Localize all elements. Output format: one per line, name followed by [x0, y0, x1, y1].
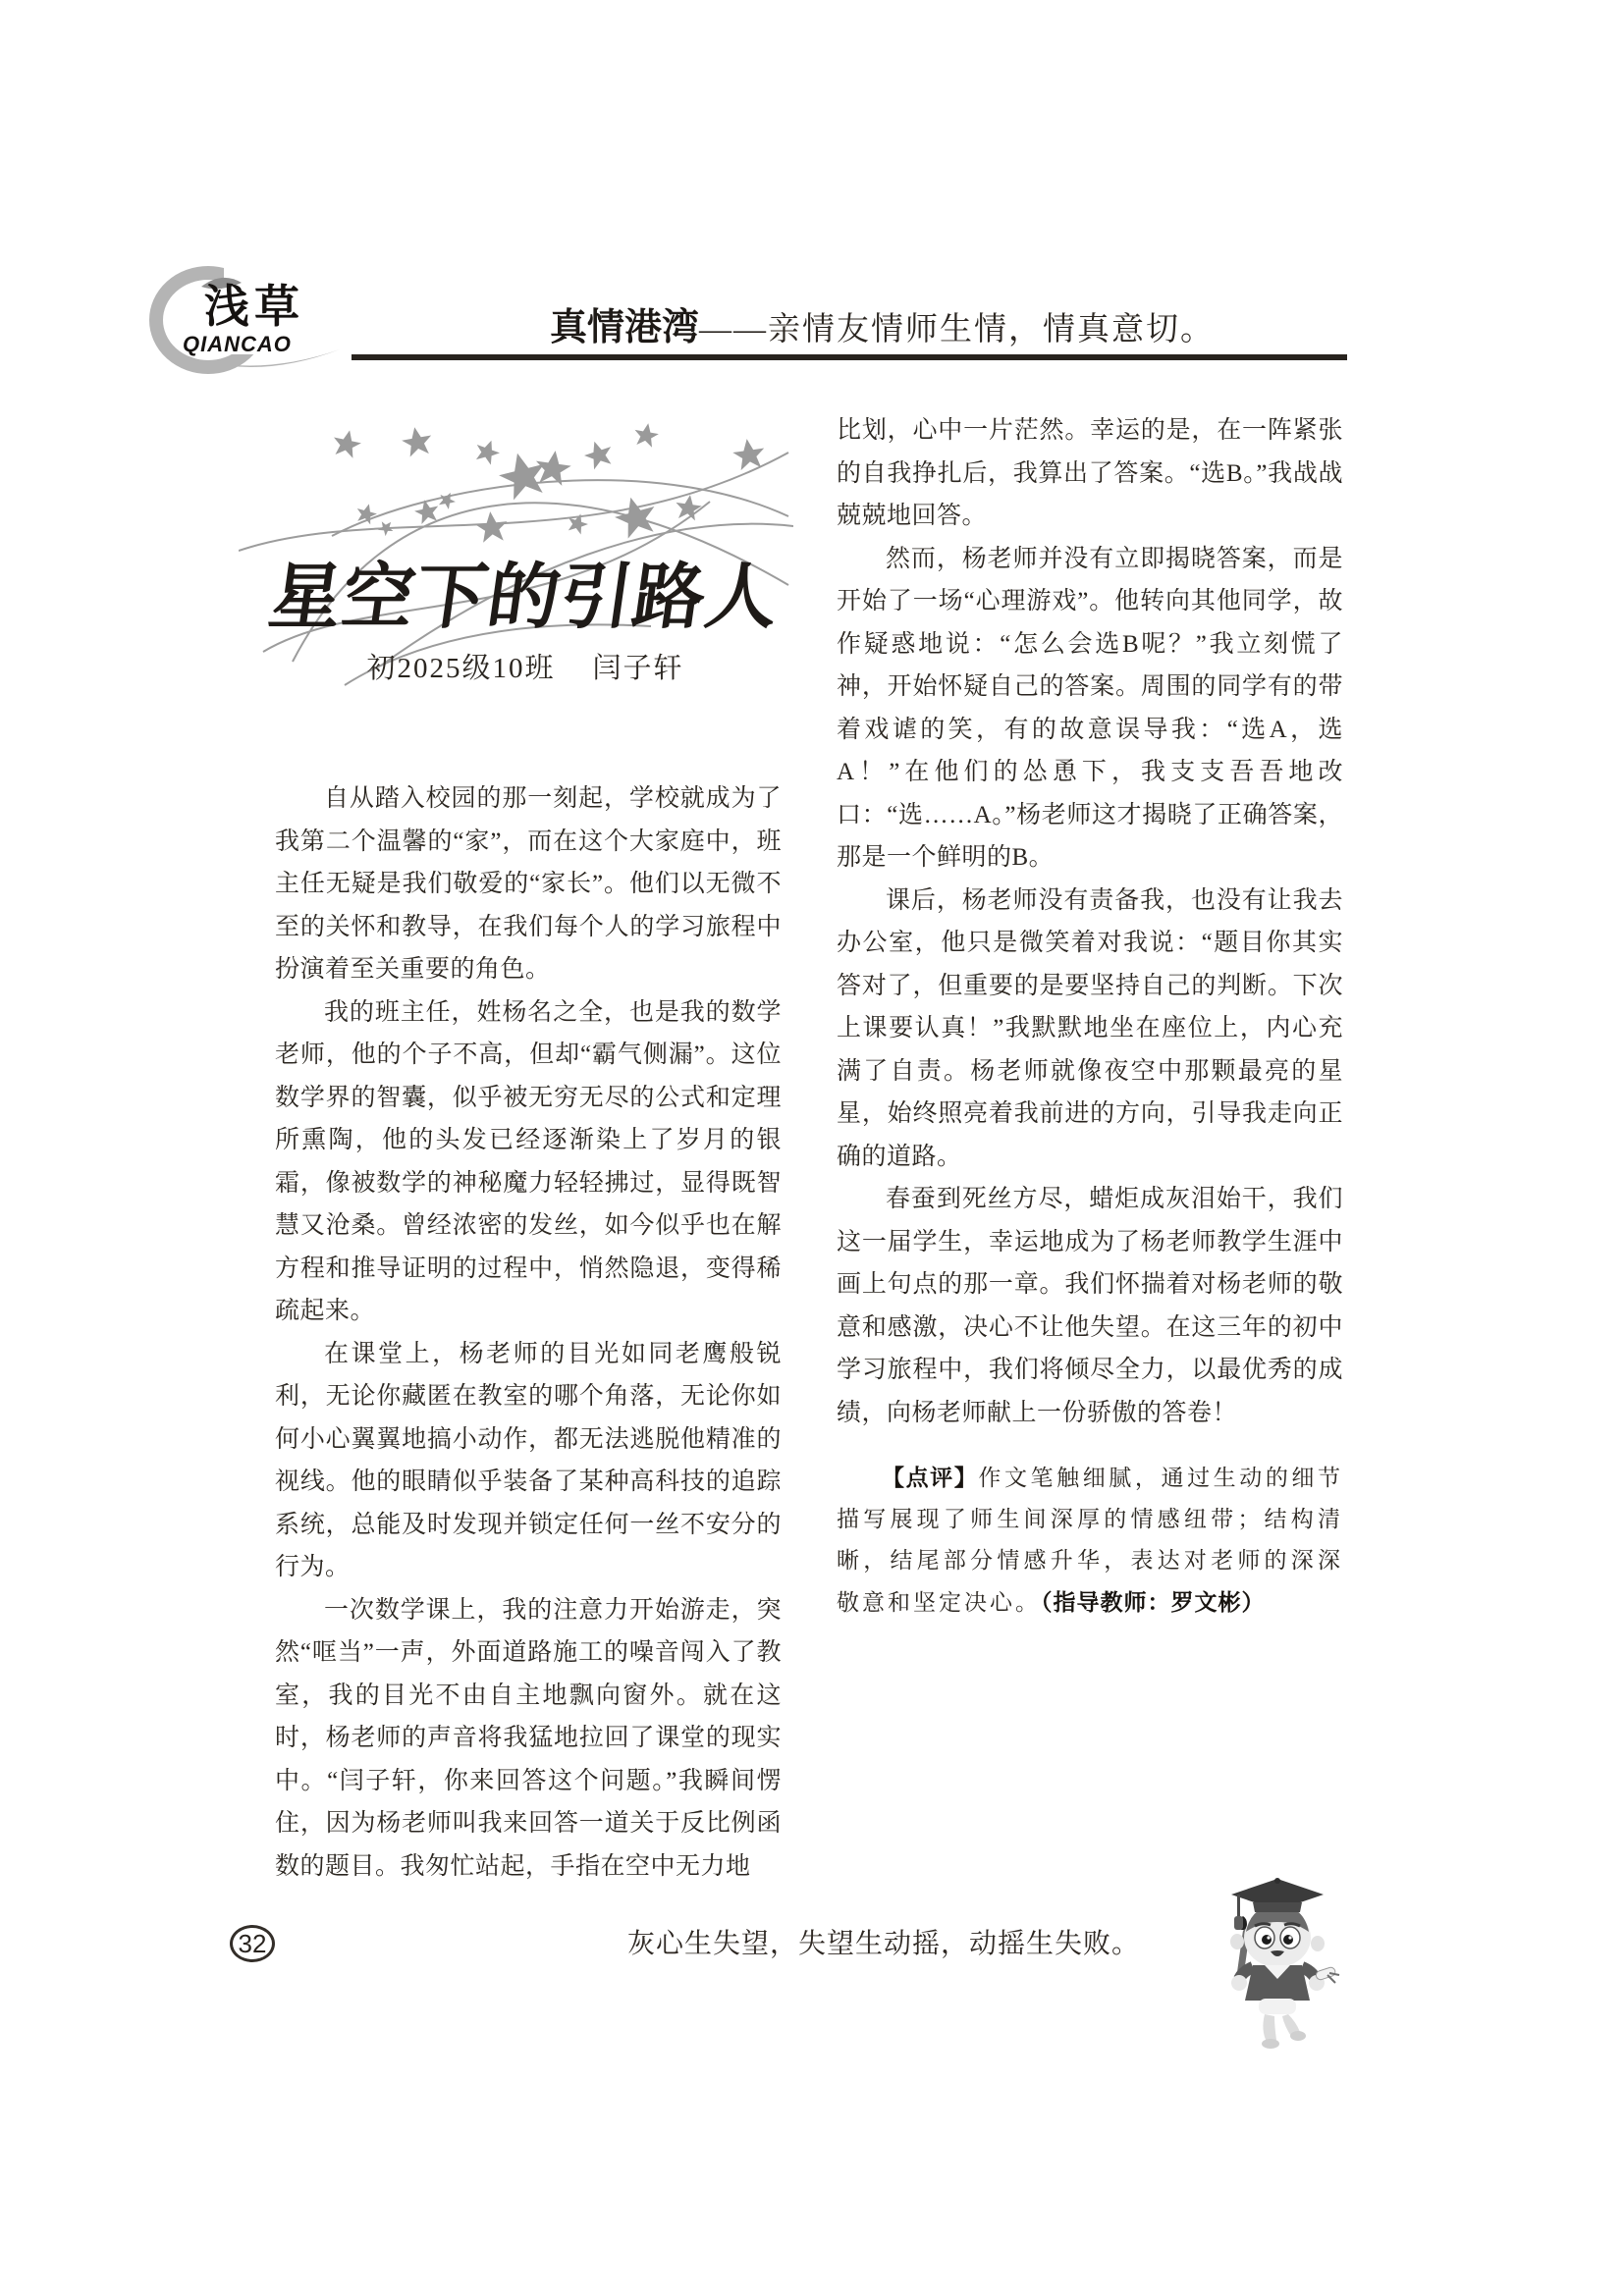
- comment-teacher: （指导教师：罗文彬）: [1041, 1589, 1266, 1615]
- right-column: [837, 409, 1343, 1434]
- header-rule: [352, 354, 1347, 360]
- paragraph: 一次数学课上，我的注意力开始游走，突然“哐当”一声，外面道路施工的噪音闯入了教室，我的目光不由自主地飘向窗外。就在这时，杨老师的声音将我猛地拉回了课堂的现实中。“闫子轩，你来回答这个问题。”我瞬间愣住，因为杨老师叫我来回答一道关于反比例函数的题目。我匆忙站起，手指在空中无力地: [275, 1596, 782, 1880]
- comment-label: 【点评】: [882, 1465, 979, 1490]
- section-subtitle: ——亲情友情师生情，情真意切。: [699, 312, 1216, 347]
- page-number-badge: [230, 1925, 275, 1962]
- paragraph: 然而，杨老师并没有立即揭晓答案，而是开始了一场“心理游戏”。他转向其他同学，故作疑惑地说：“怎么会选B呢？”我立刻慌了神，开始怀疑自己的答案。周围的同学有的带着戏谑的笑，有的故意误导我：“选A，选A！”在他们的怂恿下，我支支吾吾地改口：“选……A。”杨老师这才揭晓了正确答案，那是一个鲜明的B。: [837, 545, 1343, 871]
- byline-class: 初2025级10班: [366, 653, 556, 684]
- teacher-comment: [837, 1457, 1343, 1624]
- paragraph-continuation: 比划，心中一片茫然。幸运的是，在一阵紧张的自我挣扎后，我算出了答案。“选B。”我战战兢兢地回答。: [837, 417, 1343, 529]
- paragraph: 春蚕到死丝方尽，蜡炬成灰泪始干，我们这一届学生，幸运地成为了杨老师教学生涯中画上句点的那一章。我们怀揣着对杨老师的敬意和感激，决心不让他失望。在这三年的初中学习旅程中，我们将倾尽全力，以最优秀的成绩，向杨老师献上一份骄傲的答卷！: [837, 1186, 1343, 1426]
- comment-body: 作文笔触细腻，通过生动的细节描写展现了师生间深厚的情感纽带；结构清晰，结尾部分情感升华，表达对老师的深深敬意和坚定决心。: [837, 1466, 1344, 1615]
- article-title: 星空下的引路人: [264, 558, 785, 637]
- qiancao-logo: [147, 261, 405, 391]
- article-byline: [295, 646, 756, 686]
- footer-motto: 灰心生失望，失望生动摇，动摇生失败。: [626, 1929, 1140, 1959]
- paragraph: 在课堂上，杨老师的目光如同老鹰般锐利，无论你藏匿在教室的哪个角落，无论你如何小心翼翼地搞小动作，都无法逃脱他精准的视线。他的眼睛似乎装备了某种高科技的追踪系统，总能及时发现并锁定任何一丝不安分的行为。: [275, 1340, 782, 1580]
- paragraph: 自从踏入校园的那一刻起，学校就成为了我第二个温馨的“家”，而在这个大家庭中，班主任无疑是我们敬爱的“家长”。他们以无微不至的关怀和教导，在我们每个人的学习旅程中扮演着至关重要的角色。: [275, 785, 782, 983]
- section-title: 真情港湾: [550, 307, 700, 348]
- page-number: 32: [238, 1928, 267, 1958]
- left-column: [275, 777, 782, 1888]
- logo-chinese-text: 浅草: [204, 282, 304, 332]
- paragraph: 我的班主任，姓杨名之全，也是我的数学老师，他的个子不高，但却“霸气侧漏”。这位数学界的智囊，似乎被无穷无尽的公式和定理所熏陶，他的头发已经逐渐染上了岁月的银霜，像被数学的神秘魔力轻轻拂过，显得既智慧又沧桑。曾经浓密的发丝，如今似乎也在解方程和推导证明的过程中，悄然隐退，变得稀疏起来。: [275, 998, 782, 1324]
- section-header: [550, 296, 1215, 350]
- byline-author: 闫子轩: [592, 653, 684, 684]
- paragraph: 课后，杨老师没有责备我，也没有让我去办公室，他只是微笑着对我说：“题目你其实答对了，但重要的是要坚持自己的判断。下次上课要认真！”我默默地坐在座位上，内心充满了自责。杨老师就像夜空中那颗最亮的星星，始终照亮着我前进的方向，引导我走向正确的道路。: [837, 886, 1343, 1170]
- scholar-mascot-icon: [1214, 1873, 1341, 2055]
- logo-latin-text: QIANCAO: [183, 332, 292, 356]
